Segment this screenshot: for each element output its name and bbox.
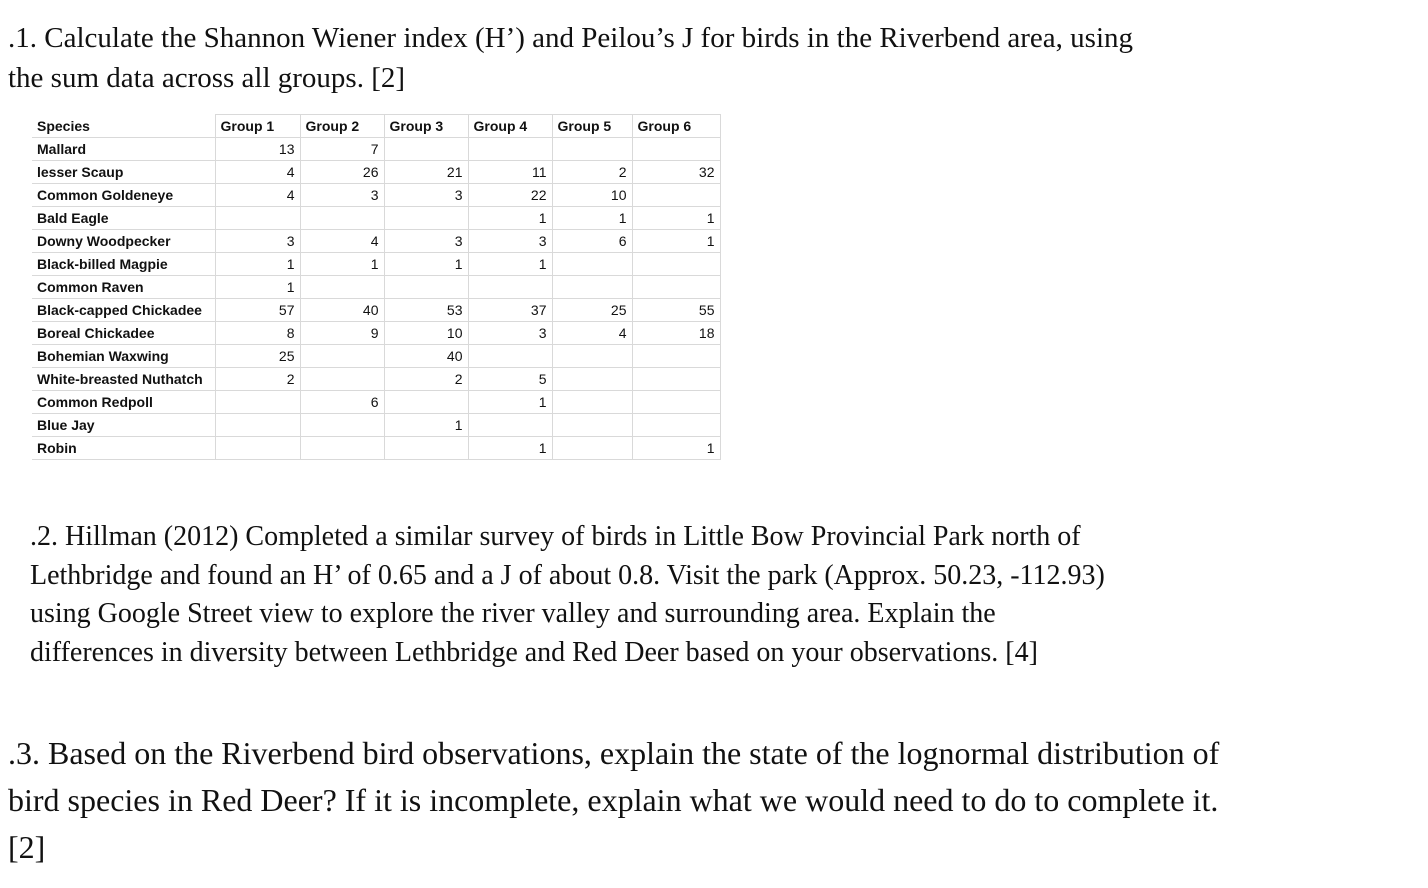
count-cell-group-1: 57 xyxy=(215,299,300,322)
table-header-row xyxy=(32,115,720,138)
table-row xyxy=(32,276,720,299)
count-cell-group-1 xyxy=(215,207,300,230)
count-cell-group-6: 1 xyxy=(632,207,720,230)
count-cell-group-5 xyxy=(552,345,632,368)
count-cell-group-2: 3 xyxy=(300,184,384,207)
species-name-cell: Robin xyxy=(32,437,215,460)
species-name-cell: lesser Scaup xyxy=(32,161,215,184)
table-row xyxy=(32,253,720,276)
count-cell-group-3 xyxy=(384,276,468,299)
question-2-line-4: differences in diversity between Lethbridge and Red Deer based on your observations. [4] xyxy=(30,636,1038,668)
count-cell-group-6 xyxy=(632,276,720,299)
count-cell-group-2 xyxy=(300,368,384,391)
table-body xyxy=(32,138,720,460)
count-cell-group-3: 3 xyxy=(384,184,468,207)
column-header-group-6: Group 6 xyxy=(632,115,720,138)
count-cell-group-5 xyxy=(552,368,632,391)
question-2-line-3: using Google Street view to explore the river valley and surrounding area. Explain the xyxy=(30,598,996,629)
bird-count-table xyxy=(32,114,721,460)
table-row xyxy=(32,345,720,368)
species-name-cell: Common Goldeneye xyxy=(32,184,215,207)
question-2 xyxy=(30,518,1390,672)
count-cell-group-4: 3 xyxy=(468,322,552,345)
count-cell-group-2 xyxy=(300,207,384,230)
count-cell-group-2 xyxy=(300,437,384,460)
species-name-cell: White-breasted Nuthatch xyxy=(32,368,215,391)
column-header-group-1: Group 1 xyxy=(215,115,300,138)
column-header-group-5: Group 5 xyxy=(552,115,632,138)
count-cell-group-6: 32 xyxy=(632,161,720,184)
count-cell-group-5 xyxy=(552,253,632,276)
species-name-cell: Black-billed Magpie xyxy=(32,253,215,276)
count-cell-group-5 xyxy=(552,138,632,161)
count-cell-group-1: 1 xyxy=(215,276,300,299)
column-header-species: Species xyxy=(32,115,215,138)
count-cell-group-3: 40 xyxy=(384,345,468,368)
count-cell-group-2: 40 xyxy=(300,299,384,322)
count-cell-group-1: 4 xyxy=(215,184,300,207)
table-row xyxy=(32,368,720,391)
table-row xyxy=(32,138,720,161)
count-cell-group-5 xyxy=(552,276,632,299)
count-cell-group-2 xyxy=(300,276,384,299)
column-header-group-4: Group 4 xyxy=(468,115,552,138)
count-cell-group-1 xyxy=(215,437,300,460)
question-2-line-1: .2. Hillman (2012) Completed a similar survey of birds in Little Bow Provincial Park north of xyxy=(30,521,1081,552)
count-cell-group-2: 9 xyxy=(300,322,384,345)
count-cell-group-4 xyxy=(468,414,552,437)
count-cell-group-6: 55 xyxy=(632,299,720,322)
question-1-line-1: .1. Calculate the Shannon Wiener index (H’) and Peilou’s J for birds in the Riverbend area, using xyxy=(8,22,1133,54)
count-cell-group-4: 1 xyxy=(468,437,552,460)
count-cell-group-6 xyxy=(632,184,720,207)
species-name-cell: Bald Eagle xyxy=(32,207,215,230)
count-cell-group-6 xyxy=(632,391,720,414)
count-cell-group-3 xyxy=(384,207,468,230)
count-cell-group-5: 25 xyxy=(552,299,632,322)
table-row xyxy=(32,299,720,322)
count-cell-group-6: 1 xyxy=(632,437,720,460)
count-cell-group-6 xyxy=(632,345,720,368)
question-3 xyxy=(8,730,1408,871)
species-name-cell: Common Raven xyxy=(32,276,215,299)
count-cell-group-1 xyxy=(215,414,300,437)
count-cell-group-2 xyxy=(300,345,384,368)
question-1 xyxy=(8,18,1408,98)
count-cell-group-3: 10 xyxy=(384,322,468,345)
table-row xyxy=(32,391,720,414)
count-cell-group-1 xyxy=(215,391,300,414)
question-3-line-3: [2] xyxy=(8,829,46,865)
count-cell-group-2: 7 xyxy=(300,138,384,161)
count-cell-group-5 xyxy=(552,391,632,414)
count-cell-group-6 xyxy=(632,414,720,437)
count-cell-group-3 xyxy=(384,437,468,460)
count-cell-group-5 xyxy=(552,437,632,460)
count-cell-group-4: 1 xyxy=(468,207,552,230)
count-cell-group-4: 11 xyxy=(468,161,552,184)
species-name-cell: Blue Jay xyxy=(32,414,215,437)
count-cell-group-2: 6 xyxy=(300,391,384,414)
species-name-cell: Black-capped Chickadee xyxy=(32,299,215,322)
count-cell-group-2: 1 xyxy=(300,253,384,276)
question-3-line-1: .3. Based on the Riverbend bird observations, explain the state of the lognormal distribution of xyxy=(8,735,1220,771)
count-cell-group-1: 25 xyxy=(215,345,300,368)
count-cell-group-5: 6 xyxy=(552,230,632,253)
count-cell-group-2: 4 xyxy=(300,230,384,253)
count-cell-group-1: 8 xyxy=(215,322,300,345)
table-row xyxy=(32,230,720,253)
count-cell-group-5: 2 xyxy=(552,161,632,184)
count-cell-group-3: 1 xyxy=(384,253,468,276)
table-row xyxy=(32,322,720,345)
table-row xyxy=(32,184,720,207)
count-cell-group-6 xyxy=(632,253,720,276)
question-3-line-2: bird species in Red Deer? If it is incomplete, explain what we would need to do to complete it. xyxy=(8,782,1219,818)
count-cell-group-5: 10 xyxy=(552,184,632,207)
count-cell-group-5: 1 xyxy=(552,207,632,230)
count-cell-group-3: 2 xyxy=(384,368,468,391)
count-cell-group-3: 1 xyxy=(384,414,468,437)
species-name-cell: Downy Woodpecker xyxy=(32,230,215,253)
count-cell-group-1: 13 xyxy=(215,138,300,161)
count-cell-group-5: 4 xyxy=(552,322,632,345)
count-cell-group-6: 1 xyxy=(632,230,720,253)
species-name-cell: Bohemian Waxwing xyxy=(32,345,215,368)
count-cell-group-3 xyxy=(384,391,468,414)
species-name-cell: Mallard xyxy=(32,138,215,161)
table-row xyxy=(32,161,720,184)
table-row xyxy=(32,414,720,437)
species-name-cell: Common Redpoll xyxy=(32,391,215,414)
count-cell-group-4: 1 xyxy=(468,253,552,276)
count-cell-group-3: 53 xyxy=(384,299,468,322)
count-cell-group-4 xyxy=(468,138,552,161)
count-cell-group-3: 21 xyxy=(384,161,468,184)
count-cell-group-3: 3 xyxy=(384,230,468,253)
count-cell-group-2 xyxy=(300,414,384,437)
count-cell-group-2: 26 xyxy=(300,161,384,184)
count-cell-group-4: 22 xyxy=(468,184,552,207)
count-cell-group-6 xyxy=(632,368,720,391)
count-cell-group-1: 2 xyxy=(215,368,300,391)
question-1-line-2: the sum data across all groups. [2] xyxy=(8,62,406,94)
count-cell-group-1: 4 xyxy=(215,161,300,184)
count-cell-group-4: 1 xyxy=(468,391,552,414)
count-cell-group-5 xyxy=(552,414,632,437)
count-cell-group-4: 37 xyxy=(468,299,552,322)
count-cell-group-4: 3 xyxy=(468,230,552,253)
count-cell-group-3 xyxy=(384,138,468,161)
count-cell-group-6 xyxy=(632,138,720,161)
column-header-group-2: Group 2 xyxy=(300,115,384,138)
count-cell-group-4 xyxy=(468,345,552,368)
count-cell-group-1: 3 xyxy=(215,230,300,253)
count-cell-group-1: 1 xyxy=(215,253,300,276)
column-header-group-3: Group 3 xyxy=(384,115,468,138)
count-cell-group-4: 5 xyxy=(468,368,552,391)
count-cell-group-4 xyxy=(468,276,552,299)
species-name-cell: Boreal Chickadee xyxy=(32,322,215,345)
table-row xyxy=(32,437,720,460)
table-row xyxy=(32,207,720,230)
question-2-line-2: Lethbridge and found an H’ of 0.65 and a J of about 0.8. Visit the park (Approx. 50.23, -112.93) xyxy=(30,559,1105,591)
count-cell-group-6: 18 xyxy=(632,322,720,345)
